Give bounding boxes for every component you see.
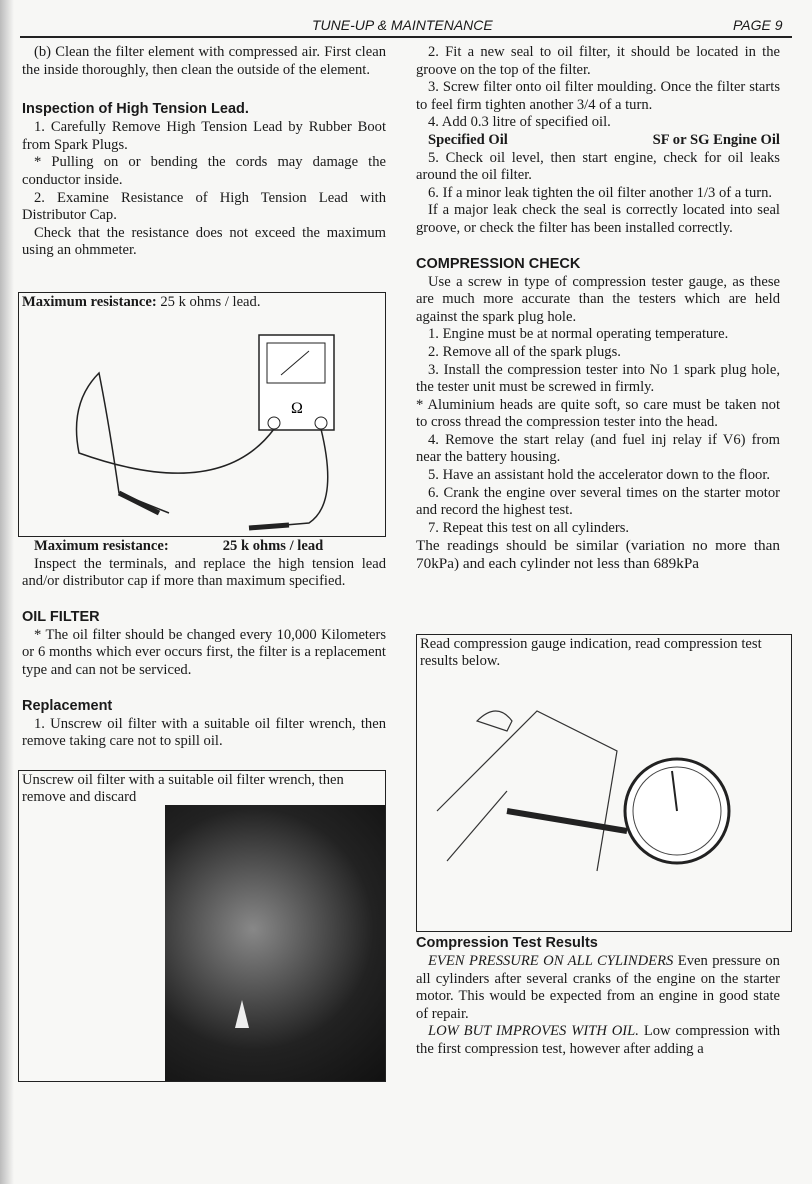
step: 5. Check oil level, then start engine, check for oil leaks around the oil filter. [416,149,780,184]
step: 6. Crank the engine over several times on the starter motor and record the highest test. [416,484,780,519]
heading-results: Compression Test Results [416,935,598,951]
paragraph: If a major leak check the seal is correctly located into seal groove, or check the filter has been installed correctly. [416,202,780,236]
heading-oil-filter: OIL FILTER [22,608,100,625]
ohmmeter-figure [18,292,386,537]
step: 1. Carefully Remove High Tension Lead by Rubber Boot from Spark Plugs. [22,119,386,153]
compression-gauge-illustration [417,671,791,931]
ohm-symbol: Ω [291,400,303,417]
note: * Pulling on or bending the cords may damage the conductor inside. [22,154,386,188]
step: 5. Have an assistant hold the accelerator down to the floor. [428,467,771,484]
paragraph: (b) Clean the filter element with compressed air. First clean the inside thoroughly, then clean the outside of the element. [22,44,386,78]
step: 1. Engine must be at normal operating temperature. [428,326,729,343]
heading-inspection: Inspection of High Tension Lead. [22,101,249,118]
section-header: TUNE-UP & MAINTENANCE [312,17,493,33]
note: * Aluminium heads are quite soft, so care must be taken not to cross thread the compression tester into the head. [416,396,780,431]
left-column-2 [22,538,386,751]
paragraph: Inspect the terminals, and replace the high tension lead and/or distributor cap if more than maximum specified. [22,555,386,590]
step: 2. Examine Resistance of High Tension Lead with Distributor Cap. [22,189,386,224]
page-number: PAGE 9 [733,17,783,33]
scan-shadow [0,0,14,1184]
left-column [22,44,386,260]
spec-value: 25 k ohms / lead [222,538,324,554]
header-rule [20,36,792,38]
compression-gauge-figure [416,634,792,932]
paragraph: Even pressure on all cylinders after several cranks of the engine on the starter motor. This would be expected from an engine in good state of repair. [416,953,780,1022]
heading-compression: COMPRESSION CHECK [416,255,581,272]
paragraph: Low compression with the first compression test, however after adding a [416,1023,781,1057]
right-column-2 [416,933,780,1059]
result-title: EVEN PRESSURE ON ALL CYLINDERS [428,953,674,969]
step: 6. If a minor leak tighten the oil filter another 1/3 of a turn. [428,184,773,201]
ohmmeter-illustration [19,313,385,533]
step: 2. Fit a new seal to oil filter, it should be located in the groove on the top of the filter. [416,44,780,78]
step: 1. Unscrew oil filter with a suitable oil filter wrench, then remove taking care not to spill oil. [22,715,386,750]
heading-replacement: Replacement [22,697,113,714]
step: 2. Remove all of the spark plugs. [428,343,621,360]
fig-caption: Read compression gauge indication, read compression test results below. [420,636,762,669]
arrow-icon [235,1000,249,1028]
paragraph: The readings should be similar (variation no more than 70kPa) and each cylinder not less than 689kPa [416,537,780,573]
fig-caption-value: 25 k ohms / lead. [160,294,261,310]
step: 4. Add 0.3 litre of specified oil. [428,114,611,131]
step: 3. Install the compression tester into No 1 spark plug hole, the tester unit must be screwed in firmly. [416,361,780,396]
step: 7. Repeat this test on all cylinders. [428,519,630,536]
fig-caption-label: Maximum resistance: [22,294,157,310]
oil-filter-figure [18,770,386,1082]
spec-label: Specified Oil [428,131,508,148]
fig-caption: Unscrew oil filter with a suitable oil filter wrench, then remove and discard [22,772,344,805]
oil-filter-photo [165,805,385,1081]
step: 3. Screw filter onto oil filter moulding. Once the filter starts to feel firm tighten another 3/4 of a turn. [416,79,780,113]
result-title: LOW BUT IMPROVES WITH OIL. [428,1023,639,1040]
paragraph: Use a screw in type of compression tester gauge, as these are much more accurate than the testers which are held against the spark plug hole. [416,273,780,325]
spec-value: SF or SG Engine Oil [652,131,780,148]
step: 4. Remove the start relay (and fuel inj relay if V6) from near the battery housing. [416,431,780,466]
note: * The oil filter should be changed every 10,000 Kilometers or 6 months which ever occurs first, the filter is a replacement type and can not be serviced. [22,626,386,678]
paragraph: Check that the resistance does not exceed the maximum using an ohmmeter. [22,224,386,259]
spec-label: Maximum resistance: [34,538,169,554]
right-column [416,44,780,573]
